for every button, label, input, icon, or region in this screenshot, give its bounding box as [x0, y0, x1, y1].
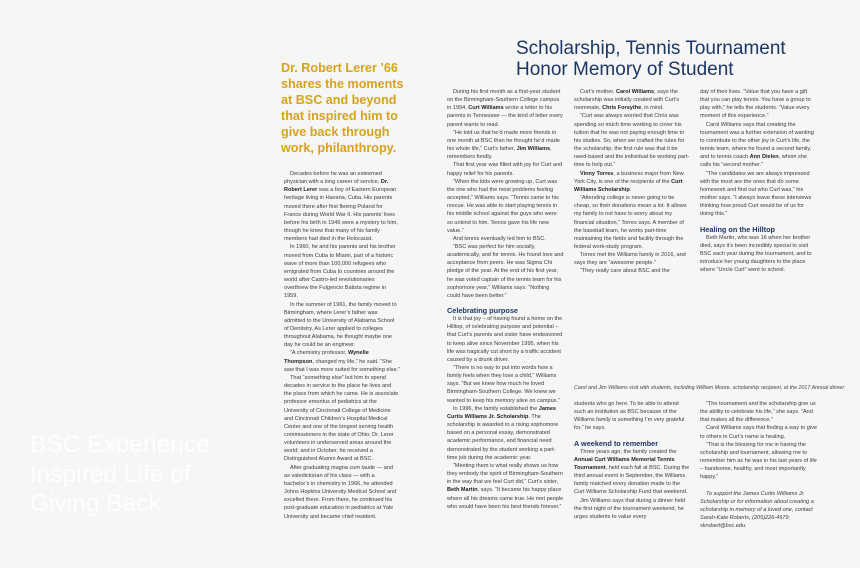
text-run: wrote a letter to his parents in Tennessee — the kind of letter every parent wants to read. — [447, 105, 563, 128]
text-run: During his first month as a first-year student on the Birmingham-Southern College campus in 1994, — [447, 89, 561, 112]
text-run: , a business major from New York City, is one of the recipients of the — [574, 170, 684, 185]
text-run: Decades before he was an esteemed physician with a long career of service, — [284, 171, 382, 186]
paragraph — [284, 349, 400, 373]
text-run: Carol Williams says that creating the tournament was a further extension of wanting to contribute to the other joy in Curt’s life, the tennis team, where he found a second family, and to tennis coach — [700, 121, 814, 161]
paragraph — [700, 121, 817, 170]
text-run: Curt’s mother, — [580, 89, 616, 95]
text-run: “They really care about BSC and the — [580, 268, 670, 275]
paragraph — [574, 112, 691, 169]
overlay-line: Giving Back — [30, 490, 161, 517]
paragraph — [700, 234, 817, 275]
paragraph — [574, 497, 691, 521]
paragraph — [447, 315, 564, 364]
text-run: Healing on the Hilltop — [700, 224, 775, 234]
paragraph — [700, 88, 817, 121]
text-run: Jim Williams says that during a dinner held the first night of the tournament weekend, he urges students to value every — [574, 497, 686, 520]
paragraph — [284, 170, 400, 243]
bold-name: Vinny Torres — [580, 170, 614, 177]
text-run: That “something else” led him to spend decades in service to the place he lives and the place from which he came. He is associate professor emeritus of pediatrics at the University of Cincinnati College of Medicine and Cincinnati Children’s Hospital Medical Center and one of the longest serving health commissioners in the state of Ohio; Dr. Lerer volunteers in underserved areas around the world; and in October, he received a Distinguished Alumni Award at BSC. — [284, 374, 399, 463]
text-run: , says. “It became his happy place where all his dreams came true. He met people who would have been his best friends forever.” — [447, 487, 564, 510]
bold-name: James Curtis Williams Jr. Scholarship — [447, 405, 557, 420]
paragraph — [284, 243, 400, 300]
text-run: . The scholarship is awarded to a rising sophomore based on a personal essay, demonstrated academic performance, and financial need demonstrated by the student working a part-time job during the academic year. — [447, 413, 559, 461]
bold-name: Annual Curt Williams Memorial Tennis Tournament — [574, 456, 675, 471]
bold-name: Dr. Robert Lerer — [284, 179, 389, 194]
text-run: Torres met the Williams family in 2016, and says they are “awesome people.” — [574, 252, 686, 267]
overlay-line: BSC Experience — [30, 431, 210, 458]
bold-name: Beth Martin — [447, 487, 478, 494]
text-run: It is that joy – of having found a home on the Hilltop, of celebrating purpose and potential – that Curt’s parents and sister have endeavored to keep alive since November 1995, when his life was tragically cut short by a traffic accident caused by a drunk driver. — [447, 316, 563, 363]
column-3-bottom — [700, 400, 817, 530]
text-run: Carol Williams says that finding a way to give to others in Curt’s name is healing. — [700, 425, 817, 440]
italic-text: magna cum laude — [331, 464, 376, 471]
text-run: In 1960, he and his parents and his brother moved from Cuba to Miami, part of a historic wave of more than 100,000 refugees who emigrated from Cuba to countries around the world after Castro-led revolutionaries overthrew the Fulgencio Batista regime in 1959. — [284, 244, 396, 300]
text-run: To support the James Curtis Williams Jr. Scholarship or for information about creating a scholarship in memory of a loved one, contact Sarah-Kate Roberts, (205)226-4979; skrobert@bsc.edu. — [700, 490, 814, 530]
paragraph — [574, 448, 691, 497]
text-run: — and as valedictorian of his class — with a bachelor’s in chemistry in 1966, he attended Johns Hopkins University Medical School and excelled there. From there, he continued his post-graduate education in pediatrics at Yale University and became chief resident. — [284, 464, 397, 520]
paragraph — [447, 178, 564, 235]
paragraph — [700, 441, 817, 482]
text-run: , changed my life,” he said. “She saw that I was more suited for something else.” — [284, 358, 400, 373]
paragraph — [447, 405, 564, 462]
paragraph — [574, 400, 691, 433]
text-run: , whom she calls his “second mother.” — [700, 154, 808, 169]
text-run: , remembers fondly. — [447, 146, 552, 161]
text-run: That first year was filled with joy for Curt and happy relief for his parents. — [447, 162, 563, 177]
column-1 — [447, 88, 564, 511]
text-run: Three years ago, the family created the — [580, 448, 677, 455]
paragraph — [447, 129, 564, 162]
text-run: A weekend to remember — [574, 438, 659, 448]
paragraph — [574, 170, 691, 194]
text-run: Beth Martin, who was 16 when her brother died, says it’s been incredibly special to visit BSC each year during the tournament, and to introduce her young daughters to the place where “Uncle Curt” went to school. — [700, 234, 812, 274]
text-run: “Curt was always worried that Chris was spending so much time working to cover his tuition that he was not paying enough time to his studies. So, when we crafted the rules for the scholarship, the first rule was that it be need-based and the individual be working part-time to help out.” — [574, 113, 690, 169]
text-run: In 1996, the family established the — [453, 405, 539, 412]
text-run: “Attending college is never going to be cheap, so their donations mean a lot. It allows my family to not have to worry about my financial situation,” Torres says. A member of the baseball team, he works part-time maintaining the fields and facility through the federal work-study program. — [574, 195, 687, 250]
text-run: day of their lives. “Value that you have a gift that you can play tennis. You have a group to play with,” he tells the students. “Value every moment of this experience.” — [700, 89, 811, 120]
paragraph — [447, 235, 564, 243]
section-heading — [447, 306, 564, 315]
bold-name: Carol Williams — [615, 89, 655, 95]
text-run: Celebrating purpose — [447, 306, 518, 316]
bold-name: Curt Williams — [468, 105, 504, 112]
article-deck: Dr. Robert Lerer ’66 shares the moments at BSC and beyond that inspired him to give back through work, philanthropy. — [281, 61, 404, 156]
text-run: “Meeting them is what really shows us how they embody the spirit of Birmingham-Southern in the way that we feel Curt did,” Curt’s sister, — [447, 462, 563, 486]
paragraph — [700, 170, 817, 219]
column-3-top — [700, 88, 817, 274]
paragraph — [700, 400, 817, 424]
text-run: was a boy of Eastern European heritage living in Havana, Cuba. His parents moved there after first fleeing Poland for France during World War II. His parents’ lives before his birth in 1946 were a mystery to him, though he knew that many of his family members had died in the Holocaust. — [284, 187, 398, 243]
bold-name: Chris Forsythe — [602, 105, 642, 112]
paragraph — [700, 424, 817, 440]
article-title — [516, 38, 856, 80]
text-run: “BSC was perfect for him socially, academically, and for tennis. He found love and acceptance from peers. He was Sigma Chi pledge of the year. At the end of his first year, he was voted captain of the tennis team for his sophomore year,” Williams says. “Nothing could have been better.” — [447, 243, 564, 299]
paragraph — [574, 251, 691, 267]
feature-title-overlay — [30, 430, 275, 519]
text-run: , says the scholarship was initially created with Curt’s roommate, — [574, 89, 680, 112]
text-run: “A chemistry professor, — [290, 350, 348, 357]
text-run: “That is the blessing for me in having the scholarship and tournament, allowing me to remember him as he was in his last years of life – handsome, healthy, and most importantly happy.” — [700, 441, 817, 481]
section-heading — [574, 439, 691, 448]
paragraph — [447, 88, 564, 129]
column-left-page — [284, 170, 400, 521]
paragraph — [447, 243, 564, 300]
text-run: , held each fall at BSC. During the third annual event in September, the Williams family matched every donation made to the Curt Williams Scholarship Fund that weekend. — [574, 464, 690, 496]
text-run: “There is no way to put into words how a family feels when they lose a child,” Williams says. “But we knew how much he loved Birmingham-Southern College. We knew we wanted to keep his memory alive on campus.” — [447, 365, 560, 404]
paragraph — [284, 464, 400, 521]
contact-note — [700, 490, 817, 531]
bold-name: Wynelle Thompson — [284, 350, 369, 365]
title-line: Honor Memory of Student — [516, 59, 734, 80]
text-run: “The tournament and the scholarship give us the ability to celebrate his life,” she says. “And that makes all the difference.” — [700, 401, 816, 424]
paragraph — [447, 364, 564, 405]
text-run: “The candidates we are always impressed with the most are the ones that do some homework and find out who Curt was,” his mother says. “I always leave these interviews thinking how proud Curt would be of us for doing this.” — [700, 170, 812, 218]
paragraph — [574, 194, 691, 251]
text-run: And tennis eventually led him to BSC. — [453, 235, 546, 242]
text-run: “When the kids were growing up, Curt was the one who had the most problems feeling accepted,” Williams says. “Tennis came to his rescue. He was able to start playing tennis in his middle school against the guys who were so unkind to him. Tennis gave his life new value.” — [447, 178, 559, 234]
paragraph — [574, 267, 691, 275]
text-run: In the summer of 1961, the family moved to Birmingham, where Lerer’s father was admitted to the University of Alabama School of Dentistry. As Lerer applied to colleges throughout Alabama, he thought maybe one day he could be an engineer. — [284, 301, 397, 349]
paragraph — [284, 374, 400, 464]
column-2-bottom — [574, 400, 691, 521]
text-run: , in mind. — [641, 105, 664, 112]
title-line: Scholarship, Tennis Tournament — [516, 38, 786, 59]
bold-name: Ann Dielen — [749, 154, 779, 161]
photo-caption: Carol and Jim Williams visit with students, including William Moore, scholarship recipient, at the 2017 Annual dinner — [574, 385, 845, 391]
text-run: . — [629, 186, 632, 193]
text-run: After graduating — [290, 464, 332, 471]
bold-name: Jim Williams — [516, 146, 551, 153]
paragraph — [447, 462, 564, 511]
bold-name: Curt Williams Scholarship — [574, 178, 683, 193]
paragraph — [284, 301, 400, 350]
paragraph — [574, 88, 691, 112]
column-2-top — [574, 88, 691, 276]
text-run: “He told us that he’d made more friends in one month at BSC than he thought he’d made his whole life,” Curt’s father, — [447, 129, 560, 153]
paragraph — [447, 161, 564, 177]
section-heading — [700, 225, 817, 234]
text-run: students who go here. To be able to attend such an institution as BSC because of the Williams family is something I’m very grateful for,” he says. — [574, 401, 685, 432]
overlay-line: Inspired Life of — [30, 460, 191, 488]
